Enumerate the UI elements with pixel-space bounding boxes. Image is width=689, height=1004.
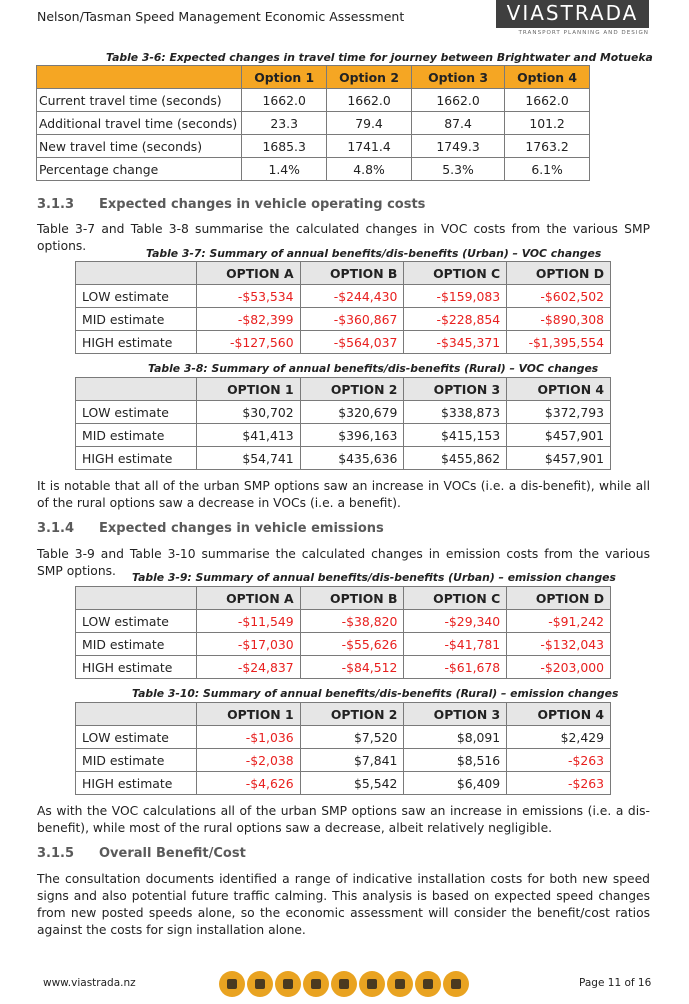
value-cell: $41,413 xyxy=(196,424,300,447)
row-label-cell: MID estimate xyxy=(76,308,197,331)
factory-icon xyxy=(415,971,441,997)
section-title: Overall Benefit/Cost xyxy=(99,846,246,861)
table-3-6 xyxy=(36,65,590,181)
row-label-cell: LOW estimate xyxy=(76,285,197,308)
header-blank-cell xyxy=(76,703,197,726)
logo-tagline: TRANSPORT PLANNING AND DESIGN xyxy=(518,30,649,36)
value-cell: -$127,560 xyxy=(196,331,300,354)
section-3-1-4-heading xyxy=(37,521,384,536)
road-icon xyxy=(443,971,469,997)
row-label-cell: Percentage change xyxy=(37,158,242,181)
value-cell: -$360,867 xyxy=(300,308,404,331)
header-blank-cell xyxy=(76,262,197,285)
value-cell: -$84,512 xyxy=(300,656,404,679)
table-3-9-header-row xyxy=(76,587,611,610)
value-cell: -$890,308 xyxy=(507,308,611,331)
document-title: Nelson/Tasman Speed Management Economic Assessment xyxy=(37,9,405,24)
value-cell: -$1,036 xyxy=(196,726,300,749)
section-number: 3.1.3 xyxy=(37,197,75,212)
bus-icon xyxy=(275,971,301,997)
table-row xyxy=(76,447,611,470)
table-row xyxy=(37,112,590,135)
value-cell: $7,841 xyxy=(300,749,404,772)
section-number: 3.1.5 xyxy=(37,846,75,861)
section-3-1-3-paragraph: Table 3-7 and Table 3-8 summarise the calculated changes in VOC costs from the various SMP options. xyxy=(37,222,650,253)
table-row xyxy=(76,726,611,749)
table-3-9-caption: Table 3-9: Summary of annual benefits/dis-benefits (Urban) – emission changes xyxy=(132,571,616,584)
row-label-cell: MID estimate xyxy=(76,633,197,656)
table-row xyxy=(37,135,590,158)
table-3-6-header-row xyxy=(37,66,590,89)
tree-icon xyxy=(387,971,413,997)
value-cell: 1662.0 xyxy=(411,89,504,112)
car-icon xyxy=(331,971,357,997)
value-cell: -$159,083 xyxy=(404,285,507,308)
voc-notable-paragraph: It is notable that all of the urban SMP options saw an increase in VOCs (i.e. a dis-benefit), while all of the rural options saw a decrease in VOCs (i.e. a benefit). xyxy=(37,479,650,510)
value-cell: -$228,854 xyxy=(404,308,507,331)
column-header: OPTION D xyxy=(507,587,611,610)
section-3-1-4-paragraph: Table 3-9 and Table 3-10 summarise the calculated changes in emission costs from the various SMP options. xyxy=(37,547,650,578)
table-3-8-header-row xyxy=(76,378,611,401)
house-icon xyxy=(359,971,385,997)
value-cell: -$61,678 xyxy=(404,656,507,679)
row-label-cell: Additional travel time (seconds) xyxy=(37,112,242,135)
table-row xyxy=(76,772,611,795)
value-cell: -$244,430 xyxy=(300,285,404,308)
table-3-8-caption: Table 3-8: Summary of annual benefits/dis-benefits (Rural) – VOC changes xyxy=(148,362,599,375)
header-blank-cell xyxy=(76,587,197,610)
column-header: OPTION 1 xyxy=(196,378,300,401)
table-3-7-header-row xyxy=(76,262,611,285)
table-3-6-caption: Table 3-6: Expected changes in travel time for journey between Brightwater and Motueka xyxy=(106,51,653,64)
value-cell: -$564,037 xyxy=(300,331,404,354)
row-label-cell: HIGH estimate xyxy=(76,331,197,354)
column-header: Option 4 xyxy=(505,66,590,89)
table-row xyxy=(37,158,590,181)
column-header: OPTION B xyxy=(300,587,404,610)
table-3-8 xyxy=(75,377,611,470)
table-3-7 xyxy=(75,261,611,354)
table-3-9 xyxy=(75,586,611,679)
table-row xyxy=(76,424,611,447)
column-header: Option 1 xyxy=(242,66,327,89)
value-cell: $457,901 xyxy=(507,447,611,470)
value-cell: -$2,038 xyxy=(196,749,300,772)
value-cell: 1685.3 xyxy=(242,135,327,158)
value-cell: $415,153 xyxy=(404,424,507,447)
column-header: OPTION 1 xyxy=(196,703,300,726)
column-header: Option 2 xyxy=(327,66,412,89)
column-header: OPTION 3 xyxy=(404,703,507,726)
table-3-7-caption: Table 3-7: Summary of annual benefits/dis-benefits (Urban) – VOC changes xyxy=(146,247,602,260)
value-cell: 1749.3 xyxy=(411,135,504,158)
value-cell: $8,091 xyxy=(404,726,507,749)
section-title: Expected changes in vehicle emissions xyxy=(99,521,384,536)
value-cell: $8,516 xyxy=(404,749,507,772)
value-cell: -$345,371 xyxy=(404,331,507,354)
table-row xyxy=(37,89,590,112)
section-title: Expected changes in vehicle operating costs xyxy=(99,197,426,212)
row-label-cell: Current travel time (seconds) xyxy=(37,89,242,112)
column-header: OPTION B xyxy=(300,262,404,285)
value-cell: 1662.0 xyxy=(505,89,590,112)
value-cell: -$17,030 xyxy=(196,633,300,656)
value-cell: -$91,242 xyxy=(507,610,611,633)
column-header: OPTION C xyxy=(404,587,507,610)
emissions-paragraph: As with the VOC calculations all of the urban SMP options saw an increase in emissions (i.e. a dis-benefit), while most of the rural options saw a decrease, albeit relatively negligible. xyxy=(37,804,650,835)
value-cell: 1662.0 xyxy=(327,89,412,112)
column-header: Option 3 xyxy=(411,66,504,89)
row-label-cell: HIGH estimate xyxy=(76,656,197,679)
value-cell: -$55,626 xyxy=(300,633,404,656)
value-cell: 101.2 xyxy=(505,112,590,135)
value-cell: 79.4 xyxy=(327,112,412,135)
column-header: OPTION C xyxy=(404,262,507,285)
section-number: 3.1.4 xyxy=(37,521,75,536)
value-cell: $396,163 xyxy=(300,424,404,447)
row-label-cell: LOW estimate xyxy=(76,610,197,633)
column-header: OPTION 4 xyxy=(507,378,611,401)
section-3-1-5-heading xyxy=(37,846,246,861)
value-cell: $455,862 xyxy=(404,447,507,470)
value-cell: 23.3 xyxy=(242,112,327,135)
column-header: OPTION D xyxy=(507,262,611,285)
cyclist-icon xyxy=(247,971,273,997)
value-cell: $338,873 xyxy=(404,401,507,424)
value-cell: $457,901 xyxy=(507,424,611,447)
row-label-cell: New travel time (seconds) xyxy=(37,135,242,158)
value-cell: -$38,820 xyxy=(300,610,404,633)
value-cell: -$53,534 xyxy=(196,285,300,308)
value-cell: 1763.2 xyxy=(505,135,590,158)
value-cell: 4.8% xyxy=(327,158,412,181)
value-cell: $30,702 xyxy=(196,401,300,424)
truck-icon xyxy=(303,971,329,997)
table-row xyxy=(76,633,611,656)
column-header: OPTION 3 xyxy=(404,378,507,401)
header-blank-cell xyxy=(37,66,242,89)
section-3-1-3-heading xyxy=(37,197,425,212)
row-label-cell: MID estimate xyxy=(76,424,197,447)
value-cell: $372,793 xyxy=(507,401,611,424)
value-cell: $5,542 xyxy=(300,772,404,795)
value-cell: -$11,549 xyxy=(196,610,300,633)
viastrada-logo xyxy=(496,0,649,42)
table-row xyxy=(76,401,611,424)
value-cell: -$41,781 xyxy=(404,633,507,656)
footer-website-link[interactable]: www.viastrada.nz xyxy=(43,977,136,989)
table-row xyxy=(76,610,611,633)
value-cell: 87.4 xyxy=(411,112,504,135)
row-label-cell: MID estimate xyxy=(76,749,197,772)
table-row xyxy=(76,308,611,331)
value-cell: $7,520 xyxy=(300,726,404,749)
table-3-10-caption: Table 3-10: Summary of annual benefits/dis-benefits (Rural) – emission changes xyxy=(132,687,619,700)
value-cell: -$4,626 xyxy=(196,772,300,795)
value-cell: -$132,043 xyxy=(507,633,611,656)
footer-page-number: Page 11 of 16 xyxy=(579,977,652,989)
column-header: OPTION 4 xyxy=(507,703,611,726)
value-cell: $2,429 xyxy=(507,726,611,749)
row-label-cell: LOW estimate xyxy=(76,726,197,749)
value-cell: $54,741 xyxy=(196,447,300,470)
value-cell: -$203,000 xyxy=(507,656,611,679)
row-label-cell: LOW estimate xyxy=(76,401,197,424)
footer-icon-strip xyxy=(219,971,469,1001)
table-row xyxy=(76,656,611,679)
table-row xyxy=(76,749,611,772)
section-3-1-5-paragraph: The consultation documents identified a range of indicative installation costs for both new speed signs and also potential future traffic calming. This analysis is based on expected speed changes from new posted speeds alone, so the economic assessment will consider the benefit/cost ratios against the costs for sign installation alone. xyxy=(37,872,650,937)
column-header: OPTION 2 xyxy=(300,703,404,726)
value-cell: 1662.0 xyxy=(242,89,327,112)
value-cell: -$602,502 xyxy=(507,285,611,308)
value-cell: -$82,399 xyxy=(196,308,300,331)
value-cell: $435,636 xyxy=(300,447,404,470)
table-3-10 xyxy=(75,702,611,795)
logo-text: VIASTRADA xyxy=(506,1,639,25)
table-row xyxy=(76,285,611,308)
column-header: OPTION 2 xyxy=(300,378,404,401)
column-header: OPTION A xyxy=(196,262,300,285)
value-cell: $320,679 xyxy=(300,401,404,424)
column-header: OPTION A xyxy=(196,587,300,610)
value-cell: -$29,340 xyxy=(404,610,507,633)
value-cell: -$1,395,554 xyxy=(507,331,611,354)
value-cell: 1741.4 xyxy=(327,135,412,158)
value-cell: 6.1% xyxy=(505,158,590,181)
value-cell: $6,409 xyxy=(404,772,507,795)
row-label-cell: HIGH estimate xyxy=(76,447,197,470)
value-cell: 5.3% xyxy=(411,158,504,181)
pedestrian-icon xyxy=(219,971,245,997)
value-cell: -$24,837 xyxy=(196,656,300,679)
table-3-10-header-row xyxy=(76,703,611,726)
row-label-cell: HIGH estimate xyxy=(76,772,197,795)
value-cell: -$263 xyxy=(507,772,611,795)
value-cell: 1.4% xyxy=(242,158,327,181)
value-cell: -$263 xyxy=(507,749,611,772)
table-row xyxy=(76,331,611,354)
header-blank-cell xyxy=(76,378,197,401)
